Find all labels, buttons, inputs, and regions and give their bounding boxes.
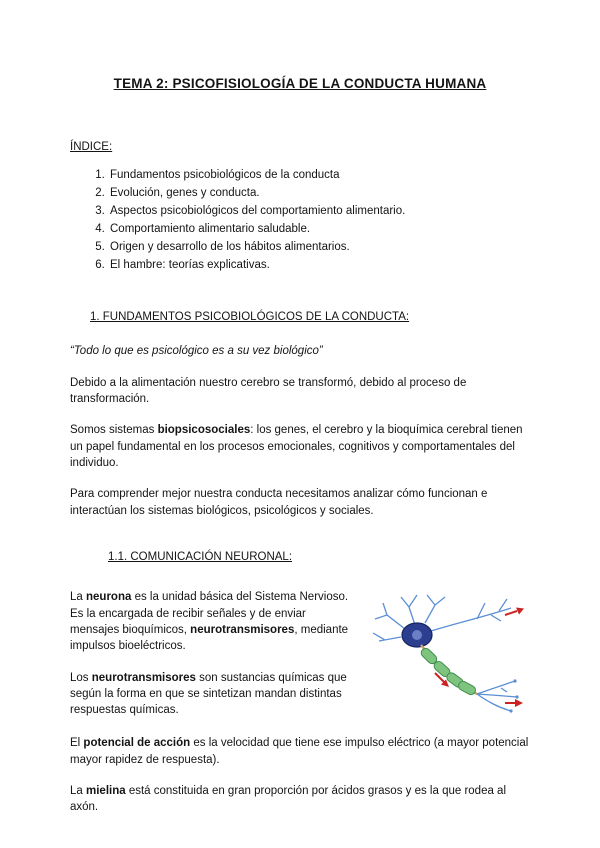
paragraph-mielina	[70, 783, 530, 816]
indice-heading: ÍNDICE:	[70, 141, 113, 154]
text-segment: Somos sistemas	[70, 424, 158, 437]
bold-term-potencial-de-accion: potencial de acción	[83, 737, 191, 750]
text-segment: , mediante impulsos bioeléctricos.	[70, 623, 349, 653]
indice-item-6: 6. El hambre: teorías explicativas.	[108, 257, 530, 273]
quote-text: “Todo lo que es psicológico es a su vez biológico”	[70, 345, 323, 358]
text-segment: es la unidad básica del Sistema Nervioso. Es la encargada de recibir señales y de enviar mensajes bioquímicos,	[70, 591, 349, 636]
section-fundamentos	[70, 309, 530, 519]
indice-item-5: 5. Origen y desarrollo de los hábitos alimentarios.	[108, 239, 530, 255]
text-segment: La	[70, 591, 86, 604]
indice-item-1: 1. Fundamentos psicobiológicos de la conducta	[108, 167, 530, 183]
paragraph-comprender: Para comprender mejor nuestra conducta necesitamos analizar cómo funcionan e interactúan los sistemas biológicos, psicológicos y sociales.	[70, 488, 488, 517]
indice-item-2: 2. Evolución, genes y conducta.	[108, 185, 530, 201]
myelin-sheath-icon	[419, 647, 477, 697]
neuron-illustration	[365, 591, 530, 729]
paragraph-potencial-accion	[70, 735, 530, 768]
text-segment: son sustancias químicas que según la forma en que se sintetizan mandan distintas respuestas químicas.	[70, 671, 347, 717]
section-comunicacion-neuronal	[70, 549, 530, 816]
text-segment: El	[70, 737, 84, 750]
paragraph-biopsicosociales	[70, 422, 530, 471]
text-segment: Los	[70, 671, 92, 684]
text-segment: está constituida en gran proporción por ácidos grasos y es la que rodea al axón.	[70, 784, 507, 814]
bold-term-mielina: mielina	[86, 784, 126, 797]
section-heading-fundamentos: 1. FUNDAMENTOS PSICOBIOLÓGICOS DE LA CONDUCTA:	[90, 310, 410, 323]
paragraph-alimentacion: Debido a la alimentación nuestro cerebro se transformó, debido al proceso de transformación.	[70, 376, 467, 405]
nucleus-icon	[412, 630, 422, 640]
indice-section	[70, 139, 530, 273]
text-segment: es la velocidad que tiene ese impulso eléctrico (a mayor potencial mayor rapidez de respuesta).	[70, 737, 529, 766]
indice-item-3: 3. Aspectos psicobiológicos del comportamiento alimentario.	[108, 203, 530, 219]
subsection-heading-comunicacion: 1.1. COMUNICACIÓN NEURONAL:	[108, 550, 293, 563]
bold-term-neurotransmisores: neurotransmisores	[190, 623, 295, 636]
axon-terminals-icon	[477, 681, 517, 711]
bold-term-neurotransmisores-2: neurotransmisores	[91, 671, 196, 684]
bold-term-neurona: neurona	[86, 591, 132, 604]
text-segment: La	[70, 784, 86, 797]
signal-arrow-icons	[435, 608, 524, 708]
indice-item-4: 4. Comportamiento alimentario saludable.	[108, 221, 530, 237]
neuron-diagram	[365, 591, 530, 729]
page-title: TEMA 2: PSICOFISIOLOGÍA DE LA CONDUCTA HUMANA	[113, 76, 487, 91]
bold-term-biopsicosociales: biopsicosociales	[157, 424, 251, 437]
text-segment: : los genes, el cerebro y la bioquímica cerebral tienen un papel fundamental en los procesos emocionales, cognitivos y comportamentales del individuo.	[70, 424, 523, 469]
dendrites-icon	[373, 595, 511, 641]
indice-list	[70, 167, 530, 272]
